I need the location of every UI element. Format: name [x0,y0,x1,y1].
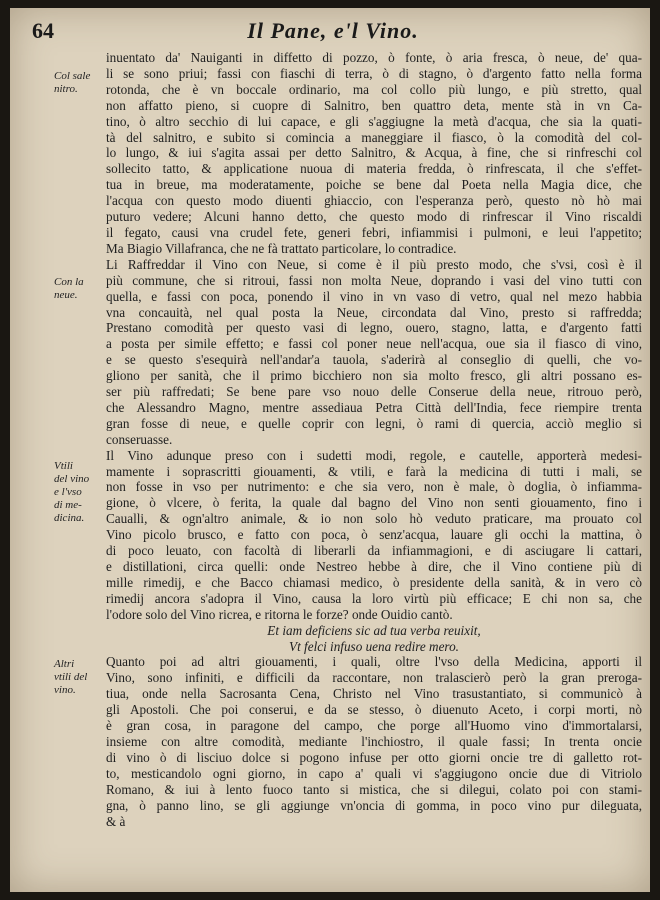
text-line: quella, e fassi con poca, ponendo il vino in vn vaso di vetro, qual nel mezo habbia [106,288,642,304]
margin-note-line: dicina. [54,512,85,524]
text-line: mamente i soprascritti giouamenti, & vtili, e farà la medicina di tutti i mali, se [106,463,642,479]
text-line: Il Vino adunque preso con i sudetti modi, regole, e cautelle, apporterà medesi- [106,447,642,463]
text-line: to, mesticandolo ogni giorno, in capo a' quali vi s'aggiugono oncie due di Vitriolo [106,765,642,781]
text-line: li se sono priui; fassi con fiaschi di terra, ò di stagno, ò d'argento fatto nella forma [106,65,642,81]
paragraph [106,257,642,448]
text-line: & à [106,813,126,829]
text-line: a posta per simile effetto; e fassi col poner neue nell'acqua, oue sia il fiasco di vino, [106,336,642,352]
page-number: 64 [32,18,54,43]
margin-note-line: Vtili [54,460,73,472]
text-line: Vt felci infuso uena redire mero. [289,638,459,654]
text-line: più commune, che si ritroui, fassi non molta Neue, doprando i vasi del vino tutti con [106,272,642,288]
book-page [10,8,650,892]
margin-note-salnitro [54,70,100,96]
text-line: lo lungo, & iui s'agita assai per detto Salnitro, & Acqua, à fine, che si rinfreschi col [106,145,642,161]
margin-note-line: Con la [54,276,84,288]
text-line: che Alessandro Magno, mentre assediaua Petra Città dell'India, fece riempire trenta [106,399,642,415]
text-line: Caualli, & ogn'altro animale, & io non solo hò veduto praticare, ma prouato col [106,511,642,527]
paragraph [106,654,642,829]
text-line: e se questo s'esequirà nell'andar'a tauola, s'aderirà al conseglio di quelli, che vo- [106,352,642,368]
margin-note-line: Col sale [54,70,91,82]
text-line: di poco leuato, con facoltà di liberarli da infiammagioni, e di asciugare li cattari, [106,543,642,559]
margin-note-line: vtili del [54,671,88,683]
margin-note-altri [54,658,100,697]
paragraph [106,448,642,623]
body-text [106,50,642,829]
text-line: di vino ò di lisciuo dolce si pogono infuse per otto giorni oncie tre di galletto rot- [106,749,642,765]
text-line: mille rimedij, e che Bacco chiamasi medico, ò presidente della sanità, & in vero cò [106,574,642,590]
text-line: l'acqua con questo modo diuenti ghiaccio, con l'esperanza però, questo nò hò mai [106,193,642,209]
text-line: tua in breue, ma moderatamente, poiche se bene dal Poeta nella Magia dice, che [106,177,642,193]
text-line: Vino, sono infiniti, e difficili da raccontare, non tralascierò però la gran preroga- [106,670,642,686]
text-line: Vino picolo brusco, e fatto con poca, ò senz'acqua, lauare gli occhi la mattina, ò [106,527,642,543]
text-line: Ma Biagio Villafranca, che ne fà trattato particolare, lo contradice. [106,240,457,256]
text-line: è gran cosa, in paragone del campo, che porge all'Huomo vino d'immortalarsi, [106,718,642,734]
text-line: gna, ò panno lino, se gli aggiunge vn'oncia di gomma, in poco vino pur dileguata, [106,797,642,813]
text-line: sollecito tatto, & applicatione nuoua di materia fredda, ò rinfrescata, il che s'effet- [106,161,642,177]
text-line: gli Apostoli. Che poi conserui, e da se stesso, ò diuenuto Aceto, i corpi morti, nò [106,702,642,718]
text-line: l'odore solo del Vino ricrea, e ritorna le forze? onde Ouidio cantò. [106,606,453,622]
margin-note-line: vino. [54,684,76,696]
margin-note-line: e l'vso [54,486,82,498]
text-line: puturo vedere; Alcuni hanno detto, che questo modo di rinfrescar il Vino riscaldi [106,209,642,225]
text-line: Prestano comodità per questo vasi di legno, ouero, stagno, latta, e d'argento fatti [106,320,642,336]
text-line: il fegato, causi vna crudel fete, generi febri, infiammisi i pulmoni, e leui l'appetito; [106,224,642,240]
margin-note-line: nitro. [54,83,78,95]
text-line: Et iam deficiens sic ad tua verba reuixit, [267,622,481,638]
text-line: e distillationi, circa quelli: onde Nestreo hebbe à dire, che il Vino contiene più di [106,559,642,574]
text-line: rotonda, che è vn boccale ordinario, ma col collo più lungo, e più stretto, qual [106,81,642,97]
margin-note-line: di me- [54,499,82,511]
text-line: ser più raffredati; Se bene pare vso nouo delle Conserue della neue, ritrouo però, [106,384,642,400]
margin-note-vtili [54,460,100,525]
text-line: Quanto poi ad altri giouamenti, i quali, oltre l'vso della Medicina, apporti il [106,654,642,670]
margin-note-line: Altri [54,658,75,670]
text-line: tino, ò altro secchio di lui capace, e gli s'aggiugne la metà d'acqua, che sia la quati- [106,113,642,129]
margin-note-line: neue. [54,289,78,301]
text-line: vna concauità, nel qual posta la Neue, circondata dal Vino, presto si raffredda; [106,304,642,320]
text-line: Romano, & iui à lento fuoco tanto si mistica, che si dilegui, colato poi con stami- [106,781,642,797]
page-header [30,18,636,48]
verse-quote [106,623,642,655]
text-line: non affatto pieno, si cuopre di Salnitro, ben quattro deta, mente stà in vn Ca- [106,97,642,113]
text-line: gliono per sanità, che il primo bicchiero non sia molto fresco, gli altri possano es- [106,368,642,384]
text-line: tà del salnitro, e subito si comincia a maneggiare il fiasco, ò la comodità del col- [106,129,642,145]
text-line: insieme con altre comodità, mediante l'inchiostro, il quale fassi; In trenta oncie [106,733,642,749]
margin-note-neue [54,276,100,302]
text-line: non fosse in vso per nutrimento: e che sia vero, non è male, ò doglia, ò infiamma- [106,479,642,495]
text-line: inuentato da' Nauiganti in diffetto di pozzo, ò fonte, ò aria fresca, ò neue, de' qua- [106,50,642,65]
text-line: tiua, onde nella Sacrosanta Cena, Christo nel Vino trasustantiato, si communicò à [106,686,642,702]
running-title: Il Pane, e'l Vino. [247,18,419,43]
paragraph [106,50,642,257]
text-line: rimedij ancora s'adopra il Vino, causa la loro virtù più efficace; E chi non sa, che [106,590,642,606]
text-line: gran fosse di neue, e quelle coprir con legni, ò rami di quercia, acciò meglio si [106,415,642,431]
margin-note-line: del vino [54,473,90,485]
text-line: Li Raffreddar il Vino con Neue, si come è il più presto modo, che s'vsi, così è il [106,256,642,272]
text-line: gione, ò vlcere, ò ferita, la quale dal bagno del Vino non senti giouamento, fino i [106,495,642,511]
text-line: conseruasse. [106,431,173,447]
